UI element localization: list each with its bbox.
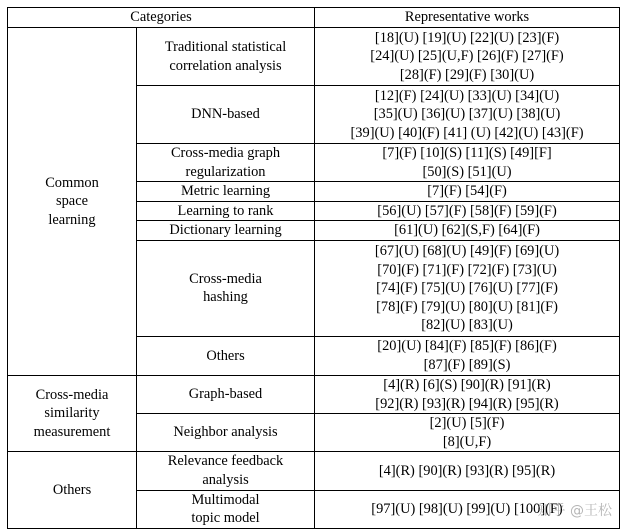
category-label-line: measurement bbox=[33, 423, 111, 440]
works-cell bbox=[315, 144, 620, 182]
subcategory-label-line: Neighbor analysis bbox=[173, 424, 278, 441]
works-line: [7](F) [10](S) [11](S) [49][F] bbox=[382, 145, 552, 161]
category-label-line: Others bbox=[52, 481, 92, 498]
works-line: [35](U) [36](U) [37](U) [38](U) bbox=[373, 106, 561, 123]
subcategory-label-line: Learning to rank bbox=[177, 202, 274, 219]
works-line: [70](F) [71](F) [72](F) [73](U) bbox=[377, 261, 557, 278]
works-line: [97](U) [98](U) [99](U) [100](F) bbox=[371, 500, 563, 517]
subcategory-cell bbox=[137, 375, 315, 413]
works-cell bbox=[315, 28, 620, 86]
subcategory-cell bbox=[137, 452, 315, 490]
works-line: [7](F) [54](F) bbox=[427, 183, 507, 200]
works-cell bbox=[315, 221, 620, 241]
subcategory-label-line: Metric learning bbox=[180, 183, 271, 200]
subcategory-cell bbox=[137, 144, 315, 182]
works-cell bbox=[315, 86, 620, 144]
works-line: [82](U) [83](U) bbox=[421, 317, 513, 334]
subcategory-label-line: regularization bbox=[185, 163, 266, 180]
works-line: [50](S) [51](U) bbox=[422, 163, 512, 180]
works-cell bbox=[315, 201, 620, 221]
works-line: [20](U) [84](F) [85](F) [86](F) bbox=[377, 338, 557, 355]
subcategory-cell bbox=[137, 240, 315, 336]
subcategory-label-line: Others bbox=[206, 347, 245, 364]
category-label-line: space bbox=[56, 193, 88, 210]
works-line: [4](R) [6](S) [90](R) [91](R) bbox=[383, 376, 551, 393]
works-cell bbox=[315, 375, 620, 413]
subcategory-label-line: Traditional statistical bbox=[164, 38, 287, 55]
category-cell bbox=[8, 28, 137, 376]
subcategory-label-line: Dictionary learning bbox=[169, 222, 282, 239]
table-row bbox=[8, 375, 620, 413]
works-cell bbox=[315, 240, 620, 336]
works-line: [39](U) [40](F) [41] (U) [42](U) [43](F) bbox=[350, 124, 584, 141]
category-cell bbox=[8, 452, 137, 528]
works-line: [61](U) [62](S,F) [64](F) bbox=[394, 222, 540, 239]
subcategory-cell bbox=[137, 336, 315, 375]
subcategory-cell bbox=[137, 201, 315, 221]
category-label-line: learning bbox=[48, 211, 96, 228]
works-line: [4](R) [90](R) [93](R) [95](R) bbox=[378, 462, 556, 479]
works-line: [24](U) [25](U,F) [26](F) [27](F) bbox=[370, 48, 564, 65]
subcategory-label-line: analysis bbox=[202, 471, 249, 488]
works-line: [2](U) [5](F) bbox=[429, 415, 505, 432]
works-line: [92](R) [93](R) [94](R) [95](R) bbox=[375, 395, 559, 412]
table-row bbox=[8, 452, 620, 490]
subcategory-label-line: Cross-media bbox=[189, 270, 262, 287]
header-categories: Categories bbox=[8, 8, 315, 28]
subcategory-cell bbox=[137, 86, 315, 144]
subcategory-label-line: hashing bbox=[203, 289, 248, 306]
category-label-line: similarity bbox=[44, 405, 100, 422]
survey-table bbox=[7, 7, 620, 529]
works-line: [28](F) [29](F) [30](U) bbox=[399, 66, 535, 83]
subcategory-label-line: topic model bbox=[191, 510, 260, 527]
works-cell bbox=[315, 414, 620, 452]
category-cell bbox=[8, 375, 137, 451]
subcategory-label-line: correlation analysis bbox=[169, 57, 282, 74]
subcategory-label-line: Graph-based bbox=[188, 386, 263, 403]
works-cell bbox=[315, 452, 620, 490]
category-label-line: Common bbox=[45, 174, 99, 191]
works-cell bbox=[315, 182, 620, 202]
header-row bbox=[8, 8, 620, 28]
works-cell bbox=[315, 336, 620, 375]
watermark: 知乎 @王松 bbox=[537, 503, 612, 519]
subcategory-cell bbox=[137, 221, 315, 241]
works-line: [87](F) [89](S) bbox=[423, 356, 511, 373]
subcategory-cell bbox=[137, 182, 315, 202]
subcategory-cell bbox=[137, 490, 315, 528]
works-line: [8](U,F) bbox=[442, 433, 492, 450]
category-label-line: Cross-media bbox=[35, 386, 109, 403]
works-line: [18](U) [19](U) [22](U) [23](F) bbox=[374, 29, 560, 46]
subcategory-label-line: Relevance feedback bbox=[167, 453, 284, 470]
works-line: [67](U) [68](U) [49](F) [69](U) bbox=[374, 242, 560, 259]
header-representative-works: Representative works bbox=[315, 8, 620, 28]
works-line: [74](F) [75](U) [76](U) [77](F) bbox=[376, 280, 558, 297]
subcategory-label-line: Cross-media graph bbox=[170, 145, 281, 161]
works-line: [78](F) [79](U) [80](U) [81](F) bbox=[376, 298, 558, 315]
table-body bbox=[8, 28, 620, 529]
subcategory-label-line: DNN-based bbox=[191, 106, 260, 123]
subcategory-label-line: Multimodal bbox=[191, 491, 260, 508]
subcategory-cell bbox=[137, 414, 315, 452]
subcategory-cell bbox=[137, 28, 315, 86]
works-line: [12](F) [24](U) [33](U) [34](U) bbox=[374, 87, 560, 104]
table-row bbox=[8, 28, 620, 86]
works-cell bbox=[315, 490, 620, 528]
works-line: [56](U) [57](F) [58](F) [59](F) bbox=[377, 202, 557, 219]
